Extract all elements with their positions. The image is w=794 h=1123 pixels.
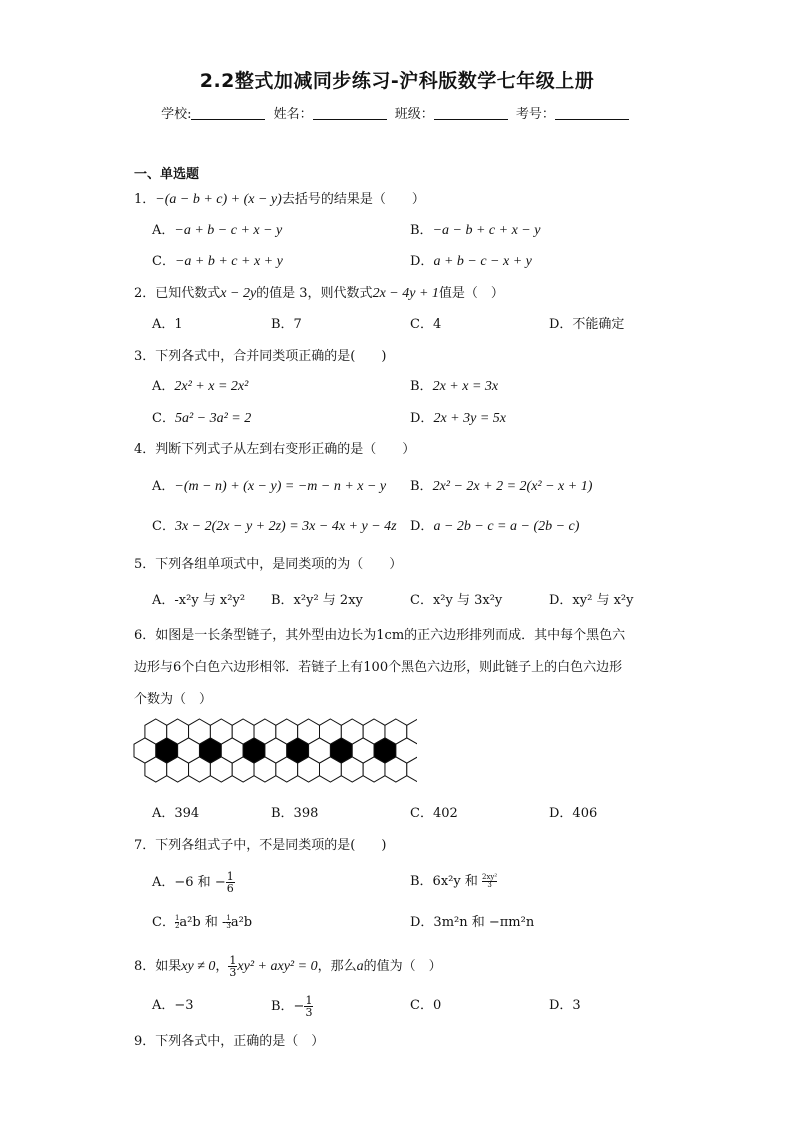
q7-option-c[interactable] [152, 914, 252, 932]
section-heading: 一、单选题 [134, 167, 200, 182]
hexagon-chain [134, 719, 417, 782]
option-label: D． [410, 411, 434, 426]
fraction-denominator: 3 [305, 1006, 313, 1019]
student-info-line [0, 103, 794, 122]
q1-text: 去括号的结果是（ ） [281, 192, 425, 207]
option-expr: −a + b + c + x + y [174, 254, 283, 269]
fraction-denominator: 6 [226, 882, 234, 895]
q8-expr-1: xy ≠ 0 [181, 959, 216, 974]
option-label: D． [410, 254, 434, 269]
q1-option-b[interactable] [410, 222, 540, 240]
hexagon-chain-figure [132, 718, 417, 786]
option-label: C． [152, 915, 175, 930]
q3-option-c[interactable] [152, 410, 251, 428]
fraction-numerator: 1 [229, 954, 237, 967]
option-label: D． [410, 519, 434, 534]
fraction-numerator: 1 [226, 870, 234, 883]
q8-option-b[interactable] [271, 990, 313, 1024]
name-label: 姓名： [273, 107, 313, 122]
q7-option-b[interactable] [410, 873, 497, 891]
q6-option-a[interactable]: A．394 [152, 806, 200, 821]
option-label: C． [152, 519, 175, 534]
q2-text-1: 2．已知代数式 [134, 286, 221, 301]
fraction-numerator: 1 [226, 914, 231, 922]
question-4: 4．判断下列式子从左到右变形正确的是（ ） [134, 442, 416, 457]
q8-text-2: ， [215, 959, 229, 974]
q4-option-b[interactable] [410, 478, 592, 496]
q2-expr-1: x − 2y [220, 286, 257, 301]
option-label: A． [152, 379, 175, 394]
q2-option-d[interactable]: D．不能确定 [549, 317, 625, 332]
fraction-numerator: 1 [305, 994, 313, 1007]
q8-option-d[interactable]: D．3 [549, 998, 581, 1013]
option-label: B．− [271, 999, 305, 1014]
option-expr: 2x² + x = 2x² [174, 379, 249, 394]
q8-text-3: ，那么 [317, 959, 357, 974]
question-3: 3．下列各式中，合并同类项正确的是( ) [134, 349, 387, 364]
option-expr: a + b − c − x + y [433, 254, 532, 269]
q5-option-b[interactable]: B．x²y² 与 2xy [271, 593, 363, 608]
question-9: 9．下列各式中，正确的是（ ） [134, 1034, 325, 1049]
fraction [226, 871, 235, 894]
q5-option-d[interactable]: D．xy² 与 x²y [549, 593, 634, 608]
fraction-numerator: 1 [174, 914, 180, 922]
q8-text-1: 8．如果 [134, 959, 182, 974]
q6-line-1: 6．如图是一长条型链子，其外型由边长为1cm的正六边形排列而成．其中每个黑色六 [134, 628, 626, 643]
number-blank[interactable] [555, 107, 629, 120]
q4-option-c[interactable] [152, 518, 397, 536]
option-expr: 5a² − 3a² = 2 [174, 411, 252, 426]
q1-option-a[interactable] [152, 222, 282, 240]
number-label: 考号： [515, 107, 555, 122]
option-expr: −a − b + c + x − y [432, 223, 541, 238]
option-expr: a − 2b − c = a − (2b − c) [433, 519, 580, 534]
q2-option-b[interactable]: B．7 [271, 317, 302, 332]
q1-option-c[interactable] [152, 253, 283, 271]
option-label: B．6x²y 和 [410, 874, 478, 889]
option-expr: 2x + x = 3x [432, 379, 499, 394]
q4-option-d[interactable] [410, 518, 579, 536]
q2-text-2: 的值是 3，则代数式 [256, 286, 373, 301]
fraction-numerator: 2xy² [482, 873, 498, 881]
q1-option-d[interactable] [410, 253, 532, 271]
question-1 [134, 191, 425, 209]
q2-option-c[interactable]: C．4 [410, 317, 442, 332]
option-expr: −a + b − c + x − y [174, 223, 283, 238]
class-label: 班级： [394, 107, 434, 122]
question-2 [134, 285, 504, 303]
fraction-denominator: 3 [226, 922, 231, 930]
name-blank[interactable] [313, 107, 387, 120]
q5-option-a[interactable]: A．-x²y 与 x²y² [152, 593, 246, 608]
q4-option-a[interactable] [152, 478, 386, 496]
fraction-denominator: 3 [487, 881, 492, 889]
option-label: C． [152, 254, 175, 269]
option-label: B． [410, 479, 433, 494]
q3-option-b[interactable] [410, 378, 498, 396]
question-5: 5．下列各组单项式中，是同类项的为（ ） [134, 557, 403, 572]
option-text: a²b 和 - [179, 915, 227, 930]
q5-option-c[interactable]: C．x²y 与 3x²y [410, 593, 503, 608]
q8-option-c[interactable]: C．0 [410, 998, 442, 1013]
q8-expr-3: a [356, 959, 364, 974]
option-expr: 2x² − 2x + 2 = 2(x² − x + 1) [432, 479, 593, 494]
q6-option-c[interactable]: C．402 [410, 806, 458, 821]
fraction-denominator: 2 [174, 922, 180, 930]
option-label: A． [152, 479, 175, 494]
q7-option-d[interactable]: D．3m²n 和 −πm²n [410, 915, 535, 930]
fraction [482, 874, 497, 889]
option-expr: 2x + 3y = 5x [433, 411, 506, 426]
option-label: C． [152, 411, 175, 426]
q6-line-2: 边形与6个白色六边形相邻．若链子上有100个黑色六边形，则此链子上的白色六边形 [134, 660, 623, 675]
q6-option-d[interactable]: D．406 [549, 806, 598, 821]
q8-expr-2: xy² + axy² = 0 [237, 959, 318, 974]
q6-option-b[interactable]: B．398 [271, 806, 319, 821]
q8-text-4: 的值为（ ） [363, 959, 442, 974]
q3-option-a[interactable] [152, 378, 248, 396]
q2-text-3: 值是（ ） [438, 286, 504, 301]
q1-number: 1． [134, 192, 156, 207]
option-label: B． [410, 223, 433, 238]
option-text: a²b [230, 915, 253, 930]
q6-line-3: 个数为（ ） [134, 692, 213, 707]
option-expr: −(m − n) + (x − y) = −m − n + x − y [174, 479, 387, 494]
q3-option-d[interactable] [410, 410, 506, 428]
q8-option-a[interactable]: A．−3 [152, 998, 194, 1013]
school-blank[interactable] [191, 107, 265, 120]
option-label: B． [410, 379, 433, 394]
q1-expr: −(a − b + c) + (x − y) [155, 192, 282, 207]
q2-option-a[interactable]: A．1 [152, 317, 183, 332]
school-label: 学校: [161, 107, 192, 122]
fraction [304, 995, 313, 1018]
page-title: 2.2整式加减同步练习-沪科版数学七年级上册 [199, 70, 595, 92]
class-blank[interactable] [434, 107, 508, 120]
q2-expr-2: 2x − 4y + 1 [372, 286, 439, 301]
fraction-denominator: 3 [229, 966, 237, 979]
question-8 [134, 950, 442, 984]
option-label: A． [152, 223, 175, 238]
option-expr: 3x − 2(2x − y + 2z) = 3x − 4x + y − 4z [174, 519, 397, 534]
option-label: A．−6 和 − [152, 875, 226, 890]
question-7: 7．下列各组式子中，不是同类项的是( ) [134, 838, 387, 853]
q7-option-a[interactable] [152, 866, 235, 900]
